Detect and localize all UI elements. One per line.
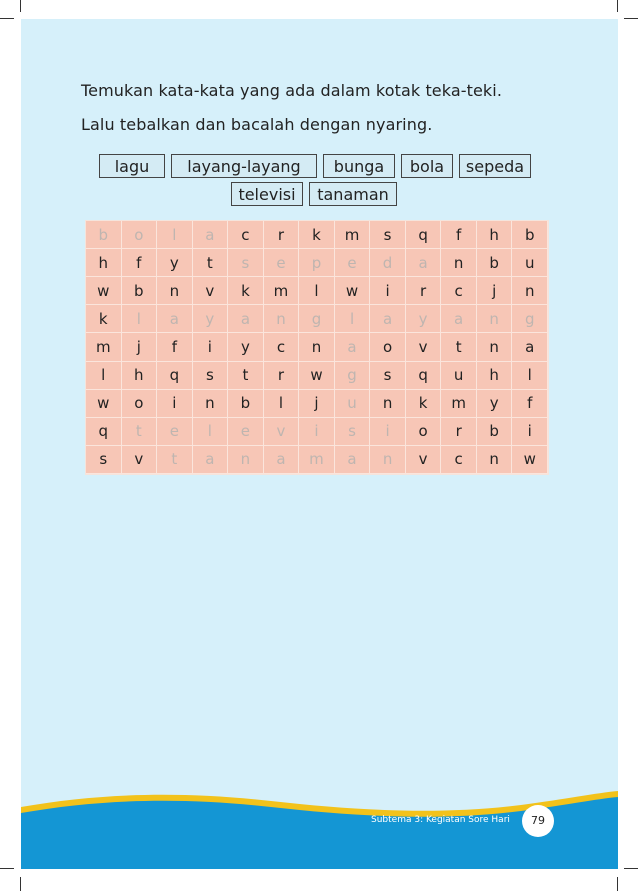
- grid-cell: m: [264, 277, 300, 305]
- word-bola: bola: [401, 154, 453, 178]
- grid-cell: a: [193, 446, 229, 474]
- grid-cell: a: [335, 446, 371, 474]
- grid-cell: t: [122, 418, 158, 446]
- grid-cell: n: [477, 305, 513, 333]
- grid-cell: q: [406, 362, 442, 390]
- grid-cell: n: [193, 390, 229, 418]
- grid-cell: k: [406, 390, 442, 418]
- grid-cell: h: [477, 362, 513, 390]
- grid-cell: r: [264, 362, 300, 390]
- grid-cell: a: [406, 249, 442, 277]
- instruction-line-1: Temukan kata-kata yang ada dalam kotak teka-teki.: [81, 81, 503, 100]
- grid-cell: d: [370, 249, 406, 277]
- grid-cell: w: [299, 362, 335, 390]
- grid-cell: y: [228, 333, 264, 361]
- grid-cell: i: [193, 333, 229, 361]
- grid-cell: a: [370, 305, 406, 333]
- grid-cell: a: [512, 333, 548, 361]
- crop-mark: [20, 0, 21, 12]
- grid-cell: i: [157, 390, 193, 418]
- grid-cell: a: [335, 333, 371, 361]
- grid-cell: c: [228, 221, 264, 249]
- grid-cell: u: [441, 362, 477, 390]
- grid-cell: i: [512, 418, 548, 446]
- grid-cell: v: [264, 418, 300, 446]
- crop-mark: [0, 868, 14, 869]
- grid-cell: y: [406, 305, 442, 333]
- crop-mark: [624, 18, 638, 19]
- grid-cell: q: [406, 221, 442, 249]
- grid-cell: c: [441, 277, 477, 305]
- grid-cell: l: [335, 305, 371, 333]
- grid-cell: g: [512, 305, 548, 333]
- instruction-line-2: Lalu tebalkan dan bacalah dengan nyaring.: [81, 115, 433, 134]
- grid-cell: s: [370, 362, 406, 390]
- word-sepeda: sepeda: [459, 154, 531, 178]
- grid-cell: b: [477, 418, 513, 446]
- grid-cell: y: [477, 390, 513, 418]
- grid-cell: y: [157, 249, 193, 277]
- subtheme-label: Subtema 3: Kegiatan Sore Hari: [371, 815, 510, 825]
- grid-cell: l: [122, 305, 158, 333]
- grid-cell: a: [157, 305, 193, 333]
- word-tanaman: tanaman: [309, 182, 397, 206]
- grid-cell: b: [122, 277, 158, 305]
- grid-cell: m: [299, 446, 335, 474]
- grid-cell: b: [512, 221, 548, 249]
- grid-cell: a: [264, 446, 300, 474]
- grid-cell: g: [335, 362, 371, 390]
- grid-cell: l: [264, 390, 300, 418]
- grid-cell: n: [370, 390, 406, 418]
- grid-cell: j: [299, 390, 335, 418]
- grid-cell: k: [86, 305, 122, 333]
- grid-cell: u: [512, 249, 548, 277]
- word-lagu: lagu: [99, 154, 165, 178]
- grid-cell: r: [264, 221, 300, 249]
- word-bunga: bunga: [323, 154, 395, 178]
- grid-cell: n: [157, 277, 193, 305]
- crop-mark: [0, 18, 14, 19]
- grid-cell: a: [441, 305, 477, 333]
- grid-cell: o: [406, 418, 442, 446]
- grid-cell: l: [512, 362, 548, 390]
- grid-cell: k: [299, 221, 335, 249]
- grid-cell: o: [122, 390, 158, 418]
- grid-cell: i: [299, 418, 335, 446]
- grid-cell: t: [441, 333, 477, 361]
- word-bank-row-2: [231, 182, 397, 206]
- grid-cell: j: [122, 333, 158, 361]
- grid-cell: t: [228, 362, 264, 390]
- grid-cell: b: [477, 249, 513, 277]
- grid-cell: i: [370, 418, 406, 446]
- word-search-grid: [85, 220, 549, 475]
- grid-cell: f: [122, 249, 158, 277]
- grid-cell: f: [512, 390, 548, 418]
- grid-cell: n: [441, 249, 477, 277]
- grid-cell: l: [193, 418, 229, 446]
- grid-cell: l: [299, 277, 335, 305]
- grid-cell: c: [264, 333, 300, 361]
- grid-cell: k: [228, 277, 264, 305]
- grid-cell: v: [406, 446, 442, 474]
- grid-cell: w: [86, 390, 122, 418]
- grid-cell: n: [299, 333, 335, 361]
- book-page: [21, 19, 618, 869]
- grid-cell: s: [370, 221, 406, 249]
- grid-cell: v: [193, 277, 229, 305]
- grid-cell: s: [228, 249, 264, 277]
- grid-cell: s: [86, 446, 122, 474]
- grid-cell: p: [299, 249, 335, 277]
- crop-mark: [20, 877, 21, 891]
- crop-mark: [617, 0, 618, 12]
- grid-cell: r: [441, 418, 477, 446]
- grid-cell: h: [122, 362, 158, 390]
- grid-cell: m: [441, 390, 477, 418]
- grid-cell: n: [512, 277, 548, 305]
- crop-mark: [617, 877, 618, 891]
- grid-cell: q: [157, 362, 193, 390]
- grid-cell: w: [512, 446, 548, 474]
- grid-cell: e: [228, 418, 264, 446]
- grid-cell: h: [86, 249, 122, 277]
- grid-cell: l: [86, 362, 122, 390]
- grid-cell: s: [193, 362, 229, 390]
- grid-cell: l: [157, 221, 193, 249]
- grid-cell: a: [228, 305, 264, 333]
- word-layang-layang: layang-layang: [171, 154, 317, 178]
- grid-cell: f: [441, 221, 477, 249]
- grid-cell: w: [86, 277, 122, 305]
- grid-cell: e: [335, 249, 371, 277]
- word-bank-row-1: [99, 154, 531, 178]
- grid-cell: w: [335, 277, 371, 305]
- grid-cell: n: [228, 446, 264, 474]
- grid-cell: n: [477, 333, 513, 361]
- grid-cell: n: [477, 446, 513, 474]
- grid-cell: m: [335, 221, 371, 249]
- grid-cell: n: [370, 446, 406, 474]
- grid-cell: h: [477, 221, 513, 249]
- grid-cell: v: [406, 333, 442, 361]
- grid-cell: u: [335, 390, 371, 418]
- grid-cell: i: [370, 277, 406, 305]
- grid-cell: v: [122, 446, 158, 474]
- grid-cell: b: [86, 221, 122, 249]
- grid-cell: b: [228, 390, 264, 418]
- grid-cell: e: [157, 418, 193, 446]
- word-televisi: televisi: [231, 182, 303, 206]
- grid-cell: c: [441, 446, 477, 474]
- grid-cell: m: [86, 333, 122, 361]
- grid-cell: o: [122, 221, 158, 249]
- grid-cell: g: [299, 305, 335, 333]
- grid-cell: o: [370, 333, 406, 361]
- page-number: 79: [522, 805, 554, 837]
- grid-cell: s: [335, 418, 371, 446]
- grid-cell: t: [157, 446, 193, 474]
- grid-cell: y: [193, 305, 229, 333]
- grid-cell: a: [193, 221, 229, 249]
- grid-cell: f: [157, 333, 193, 361]
- crop-mark: [624, 868, 638, 869]
- grid-cell: q: [86, 418, 122, 446]
- grid-cell: j: [477, 277, 513, 305]
- grid-cell: n: [264, 305, 300, 333]
- grid-cell: t: [193, 249, 229, 277]
- grid-cell: r: [406, 277, 442, 305]
- grid-cell: e: [264, 249, 300, 277]
